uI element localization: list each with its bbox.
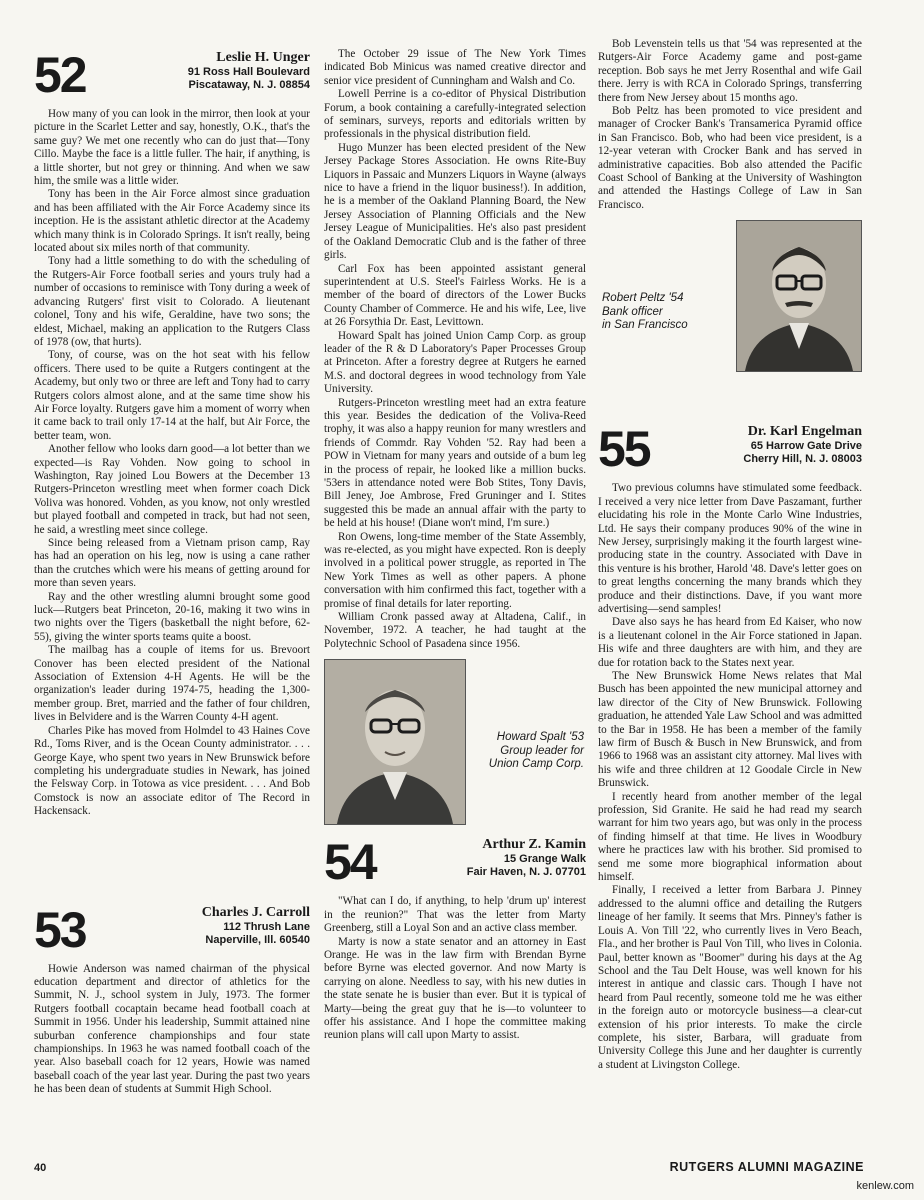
section-54-address [467,837,586,879]
watermark: kenlew.com [856,1180,914,1192]
caption-line: Howard Spalt '53 [496,731,584,744]
magazine-title: RUTGERS ALUMNI MAGAZINE [669,1160,864,1174]
paragraph: "What can I do, if anything, to help 'drum up' interest in the reunion?" That was the letter from Marty Greenberg, still a Loyal Son and an active class member. [324,895,586,935]
paragraph: Howie Anderson was named chairman of the physical education department and director of athletics for the Summit, N. J., school system in July, 1973. The former Rutgers football cocaptain became head football coach at Summit in 1956. Under his leadership, Summit attained nine suburban conference championships and four state championships. In 1963 he was named football coach of the year. Also baseball coach for 12 years, Howie was named baseball coach of the year last year. During the past two years he has been dean of students at Summit High School. [34,962,310,1096]
caption-line: Bank officer [602,305,663,318]
paragraph: Hugo Munzer has been elected president of the New Jersey Package Stores Association. He owns Rite-Buy Liquors in Passaic and Munzers Liquors in Wayne (always nice to have a friend in the liquor business!). In addition, he is a member of the Oakland Planning Board, the New Jersey Association of Planning Officials and the New Jersey League of Municipalities. He's also past president of the Oakland Democratic Club and is the father of three girls. [324,141,586,262]
paragraph: William Cronk passed away at Altadena, Calif., in November, 1972. A teacher, he had taught at the Polytechnic School of Pasadena since 1956. [324,611,586,650]
section-55-name: Dr. Karl Engelman [747,424,862,440]
section-54-header [324,835,586,895]
section-53-street: 112 Thrush Lane [223,920,310,933]
spalt-photo-block [324,659,586,823]
paragraph: Tony, of course, was on the hot seat with his fellow officers. There used to be quite a Rutgers contingent at the Academy, but only two or three are left and Tony had to carry Rutgers colors almost alone, and at the same time show his Air Force loyalty. Rutgers gave him a moment of worry when it came back to trail only 17-14 at the half, but Air Force, the better team, won. [34,349,310,442]
paragraph: Bob Peltz has been promoted to vice president and manager of Crocker Bank's Transamerica Pyramid office in San Francisco. Bob, who had been vice president, is a 12-year veteran with Crocker Bank and has served in administrative capacities. Bob also attended the Pacific Coast School of Banking at the University of Washington and attended the Hastings College of Law in San Francisco. [598,105,862,211]
caption-line: Robert Peltz '54 [602,292,684,305]
column-3 [598,38,862,1072]
section-52-city: Piscataway, N. J. 08854 [188,79,310,91]
paragraph: Two previous columns have stimulated some feedback. I received a very nice letter from Dave Paszamant, further elucidating his role in the Monte Carlo Wine Industries, Ltd. He says their company produces 90% of the wine in New Jersey, surprisingly making it the fourth largest wine-producing state in the country. Associated with Dave in this venture is his brother, Harold '48. Dave's letter goes on to great lengths concerning the many brands which they produce and their distinctions. Dave, if you want more advertising—send samples! [598,482,862,615]
peltz-photo-block [598,220,862,370]
portrait-illustration [325,660,465,824]
section-55-address [743,424,862,466]
section-54-number: 54 [324,834,376,891]
section-55-number: 55 [598,421,650,478]
portrait-illustration [737,221,861,371]
paragraph: Charles Pike has moved from Holmdel to 43 Haines Cove Rd., Toms River, and is the Ocean County administrator. . . . George Kaye, who spent two years in New Brunswick before completing his undergraduate studies in Newark, has joined the Felsway Corp. in Totowa as vice president. . . . And Bob Comstock is now an associate editor of The Record in Hackensack. [34,724,310,818]
paragraph: The October 29 issue of The New York Times indicated Bob Minicus was named creative director and senior vice president of Cunningham and Walsh and Co. [324,48,586,87]
section-53-name: Charles J. Carroll [201,904,310,920]
caption-line: Group leader for [500,744,584,757]
section-52-number: 52 [34,47,86,103]
section-53-city: Naperville, Ill. 60540 [205,933,310,946]
caption-peltz [602,292,688,333]
paragraph: Rutgers-Princeton wrestling meet had an extra feature this year. Besides the dedication of the Voliva-Reed trophy, it was also a happy reunion for many wrestlers and friends of Commdr. Ray Vohden '52. Ray had been a POW in Vietnam for many years and outside of a bum leg in the process of repair, he looked like a million bucks. '53ers in attendance noted were Bob Stites, Tony Davis, Bill Jeney, Joe Ambrose, Fred Gruninger and I. Stites suggested this be made an annual affair with the party to be held at his house! (Diane won't mind, I'm sure.) [324,396,586,530]
paragraph: How many of you can look in the mirror, then look at your picture in the Scarlet Letter and say, honestly, O.K., that's the same guy? We met one recently who can do just that—Tony Cillo. Maybe the face is a little fuller. The hair, if anything, is a little shorter, but not grey or thinning. And when we saw him, the smile was a little wider. [34,108,310,188]
paragraph: Tony had a little something to do with the scheduling of the Rutgers-Air Force football series and yours truly had a number of occasions to reminisce with Tony during a week of advancing Rutgers' first visit to Colorado. A lieutenant colonel, Tony and his wife, Geraldine, have two sons; the eldest, Michael, making an application to the Rutgers Class of 1978 (ow, that hurts). [34,255,310,348]
paragraph: Ron Owens, long-time member of the State Assembly, was re-elected, as you might have expected. Ron is deeply involved in a political power struggle, as reported in The New York Times as well as other papers. A phone conversation with him confirmed this fact, together with a promise of final details for later reporting. [324,530,586,610]
paragraph: I recently heard from another member of the legal profession, Sid Granite. He said he had read my search warrant for him two years ago, but was only in the process of finding himself at that time. He lives in Woodbury where he practices law with his brother. Sid promised to send me some more biographical information about himself. [598,790,862,884]
paragraph: Dave also says he has heard from Ed Kaiser, who now is a lieutenant colonel in the Air Force stationed in Japan. His wife and three daughters are with him, and they are due for rotation back to the States next year. [598,616,862,669]
paragraph: The New Brunswick Home News relates that Mal Busch has been appointed the new municipal attorney and law director of the City of New Brunswick. Following graduation, he attended Yale Law School and was admitted to the Bar in 1958. He has been a member of the family law firm of Busch & Busch in New Brunswick, and from 1966 to 1968 was an assistant city attorney. Mal lives with his wife and three children at 12 Goodale Circle in New Brunswick. [598,669,862,790]
section-54-city: Fair Haven, N. J. 07701 [466,866,586,879]
page-number: 40 [34,1162,47,1174]
caption-spalt [489,731,584,772]
portrait-photo-spalt [324,659,466,825]
paragraph: Finally, I received a letter from Barbara J. Pinney addressed to the alumni office and detailing the Rutgers lineage of her family. It seems that Mrs. Pinney's father is Louis A. Von Till '22, who currently lives in Vero Beach, Fla., and her brother is Paul Von Till, who lives in Colonia. Paul, better known as "Boomer" during his days at the Ag School and the Tau Delt House, was well known for his interest in antique and classic cars. Though I have not heard from Paul recently, someone told me he was either in the foreign auto or motorcycle business—a clear-cut extension of his prior interests. To make the circle complete, his sister, Barbara, will graduate from University College this June and her daughter is currently a student at Livingston College. [598,884,862,1071]
caption-line: in San Francisco [602,319,688,332]
paragraph: Marty is now a state senator and an attorney in East Orange. He was in the law firm with Brendan Byrne before Byrne was elected governor. And now Marty is carrying on alone. Needless to say, with his new duties in the state senate he is busier than ever. But it is typical of Marty—being the great guy that he is—to volunteer to offer his assistance. And I hope the committee making reunion plans will call upon Marty to assist. [324,935,586,1042]
column-1 [34,48,310,1097]
paragraph: Bob Levenstein tells us that '54 was represented at the Rutgers-Air Force Academy game and post-game reception. Bob says he met Jerry Rosenthal and wife Gail there. Jerry is with RCA in Colorado Springs, transferring there from New Jersey about 15 months ago. [598,38,862,104]
section-55-street: 65 Harrow Gate Drive [750,440,862,453]
paragraph: The mailbag has a couple of items for us. Brevoort Conover has been elected president of the National Association of Extension 4-H Agents. He will be the organization's leader during 1974-75, heading the 1,300-member group. Bret, married and the father of four children, lives in Belvidere and is the Warren County 4-H agent. [34,644,310,724]
paragraph: Carl Fox has been appointed assistant general superintendent at U.S. Steel's Fairless Works. He is a member of the board of directors of the Lower Bucks County Chamber of Commerce. He and his wife, Lee, live at 26 Forsythia Dr. East, Levittown. [324,262,586,329]
section-54-name: Arthur Z. Kamin [482,837,586,853]
section-53-header [34,903,310,963]
section-53-address [202,905,310,947]
caption-line: Union Camp Corp. [488,758,584,771]
paragraph: Tony has been in the Air Force almost since graduation and has been affiliated with the Air Force Academy since its inception. He is the assistant athletic director at the Academy which many think is in Colorado Springs. It isn't really, being located about six miles north of that community. [34,188,310,255]
paragraph: Ray and the other wrestling alumni brought some good luck—Rutgers beat Princeton, 20-16, making it two wins in two nights over the Tigers (basketball the night before, 62-55), giving the winter sports teams quite a boost. [34,590,310,643]
section-54-street: 15 Grange Walk [503,853,586,866]
section-52-address [188,50,310,92]
column-2 [324,48,586,1043]
section-52-street: 91 Ross Hall Boulevard [187,66,310,78]
paragraph: Since being released from a Vietnam prison camp, Ray has had an operation on his leg, now is using a cane rather than the crutches which were his means of getting around for more than seven years. [34,537,310,590]
section-53-number: 53 [34,901,86,958]
section-55-header [598,422,862,482]
paragraph: Howard Spalt has joined Union Camp Corp. as group leader of the R & D Laboratory's Paper Processes Group at Princeton. After a forestry degree at Rutgers he earned M.S. and doctoral degrees in wood technology from Yale University. [324,329,586,396]
paragraph: Another fellow who looks darn good—a lot better than we expected—is Ray Vohden. Now going to school in Washington, Ray joined Lou Bowers at the December 13 Rutgers-Princeton wrestling meet when former coach Dick Voliva was honored. Vohden, as you know, not only wrestled but played football and competed in track, but had not seen, he said, a wrestling meet since college. [34,443,310,536]
section-52-name: Leslie H. Unger [216,50,310,65]
paragraph: Lowell Perrine is a co-editor of Physical Distribution Forum, a book containing a carefully-integrated selection of seminars, surveys, reports and editorials written by professionals in the physical distribution field. [324,88,586,141]
portrait-photo-peltz [736,220,862,372]
section-55-city: Cherry Hill, N. J. 08003 [743,453,862,466]
section-52-header [34,48,310,108]
